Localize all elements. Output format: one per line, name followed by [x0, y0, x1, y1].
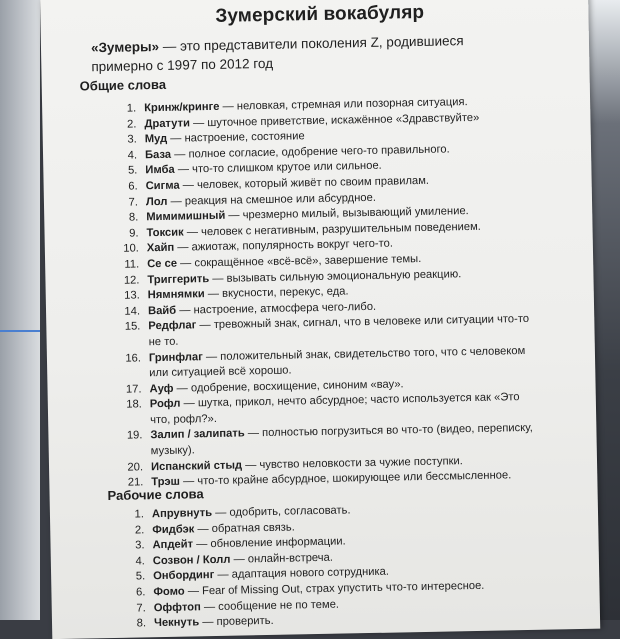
item-number: 6. [128, 180, 138, 193]
intro-text: — это представители поколения Z, родившиеся примерно с 1997 по 2012 год [91, 33, 464, 75]
item-definition: — что-то крайне абсурдное, шокирующее или бессмысленное. [179, 469, 512, 488]
item-term: Мимимишный [146, 209, 226, 224]
item-definition: — онлайн-встреча. [230, 551, 333, 566]
item-number: 6. [135, 586, 146, 599]
item-definition: — тревожный знак, сигнал, что в человеке или ситуации что-то не то. [148, 313, 530, 349]
work-words-list [120, 500, 542, 633]
item-definition: — шуточное приветствие, искажённое «Здравствуйте» [189, 111, 480, 129]
item-number: 5. [135, 570, 146, 583]
page-title: Зумерский вокабуляр [215, 1, 425, 27]
background-blue-line [0, 330, 40, 332]
item-number: 15. [124, 320, 141, 334]
item-definition: — что-то слишком крутое или сильное. [174, 160, 382, 177]
item-term: Редфлаг [148, 319, 197, 333]
item-term: Муд [144, 133, 168, 146]
item-term: Гринфлаг [148, 350, 203, 364]
item-term: Апдейт [152, 538, 194, 552]
item-number: 2. [127, 118, 137, 131]
item-term: Трэш [151, 475, 181, 489]
item-definition: — вызывать сильную эмоциональную реакцию. [209, 267, 462, 285]
item-term: Залип / залипать [150, 427, 245, 442]
item-definition: — адаптация нового сотрудника. [214, 566, 390, 582]
item-term: Токсик [146, 226, 184, 240]
paper-sheet [40, 0, 600, 639]
item-number: 12. [123, 273, 140, 287]
item-number: 1. [134, 508, 145, 521]
item-definition: — человек, который живёт по своим правилам. [179, 174, 430, 192]
item-term: Фомо [153, 585, 185, 599]
item-definition: — положительный знак, свидетельство того, что с человеком или ситуацией всё хорошо. [149, 344, 526, 380]
item-number: 10. [123, 242, 139, 256]
item-definition: — реакция на смешное или абсурдное. [167, 191, 376, 208]
item-number: 7. [136, 601, 146, 615]
item-number: 7. [128, 195, 139, 209]
item-number: 8. [136, 617, 147, 630]
item-number: 2. [134, 523, 145, 537]
item-term: Чекнуть [153, 616, 200, 630]
item-number: 17. [125, 383, 142, 396]
item-definition: — одобрение, восхищение, синоним «вау». [173, 378, 404, 395]
item-number: 9. [129, 227, 139, 240]
background-left [0, 0, 40, 620]
item-term: Ауф [149, 382, 174, 395]
item-definition: — обратная связь. [194, 521, 295, 535]
section-title-general: Общие слова [79, 76, 167, 94]
section-title-work: Рабочие слова [107, 486, 204, 504]
item-number: 21. [127, 476, 144, 489]
item-definition: — Fear of Missing Out, страх упустить что-то интересное. [184, 579, 485, 598]
item-term: Дратути [144, 117, 191, 130]
item-definition: — обновление информации. [192, 535, 346, 551]
item-term: Испанский стыд [150, 459, 243, 473]
item-term: База [144, 148, 172, 162]
item-number: 19. [126, 429, 143, 443]
item-definition: — ажиотаж, популярность вокруг чего-то. [174, 237, 394, 255]
item-definition: — полностью погрузиться во что-то (видео, переписку, музыку). [150, 422, 533, 458]
item-term: Вайб [147, 304, 177, 317]
item-term: Апрувнуть [151, 507, 213, 521]
item-term: Рофл [149, 397, 181, 411]
item-definition: — чрезмерно милый, вызывающий умиление. [225, 205, 469, 222]
item-number: 11. [124, 258, 140, 271]
item-number: 13. [124, 289, 140, 302]
item-term: Оффтоп [153, 600, 201, 614]
item-definition: — чувство неловкости за чужие поступки. [241, 454, 463, 472]
item-definition: — шутка, прикол, нечто абсурдное; часто используется как «Это что, рофл?». [150, 391, 520, 427]
item-definition: — вкусности, перекус, еда. [204, 285, 349, 301]
item-number: 16. [125, 351, 142, 365]
intro-term: «Зумеры» [90, 38, 160, 56]
item-definition: — человек с негативным, разрушительным поведением. [183, 220, 481, 239]
item-number: 1. [126, 102, 137, 115]
intro-paragraph [91, 31, 492, 77]
item-definition: — настроение, атмосфера чего-либо. [176, 300, 377, 317]
item-term: Кринж/кринге [144, 100, 220, 115]
item-number: 3. [135, 539, 145, 552]
item-term: Онбординг [153, 569, 215, 583]
item-number: 4. [127, 149, 138, 162]
item-definition: — сообщение не по теме. [200, 598, 340, 613]
item-number: 3. [127, 133, 137, 146]
item-definition: — настроение, состояние [167, 130, 305, 146]
item-term: Нямнямки [147, 288, 205, 302]
item-term: Имба [145, 164, 175, 177]
item-term: Созвон / Колл [152, 553, 231, 567]
item-term: Се се [147, 257, 178, 271]
item-definition: — неловкая, стремная или позорная ситуация. [219, 96, 468, 113]
item-definition: — проверить. [199, 615, 274, 629]
item-number: 5. [127, 164, 138, 177]
item-definition: — сокращённое «всё-всё», завершение темы. [176, 252, 422, 270]
item-term: Триггерить [147, 272, 210, 286]
item-term: Хайп [146, 242, 175, 255]
item-number: 18. [126, 398, 142, 411]
item-number: 4. [135, 555, 145, 568]
item-number: 14. [124, 305, 141, 318]
item-term: Сигма [145, 179, 180, 193]
item-term: Фидбэк [152, 522, 195, 536]
item-definition: — одобрить, согласовать. [211, 504, 351, 520]
item-term: Лол [145, 195, 168, 208]
item-number: 20. [127, 461, 144, 474]
general-words-list [112, 94, 539, 492]
item-number: 8. [128, 211, 139, 224]
item-definition: — полное согласие, одобрение чего-то правильного. [170, 143, 450, 161]
